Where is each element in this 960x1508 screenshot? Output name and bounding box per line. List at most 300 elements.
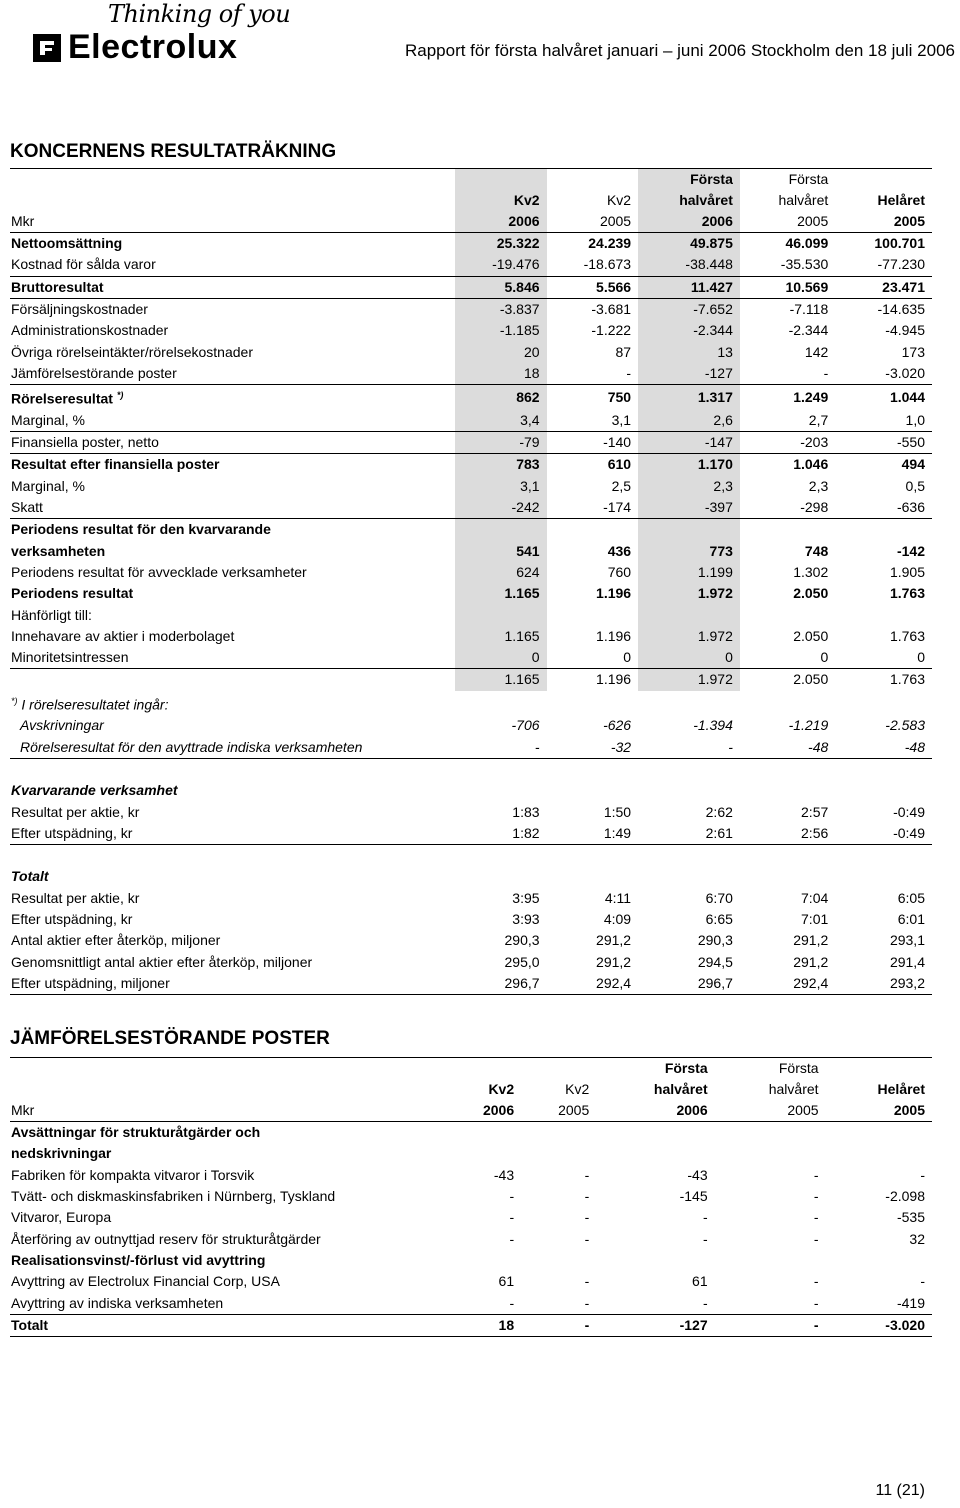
header-cell: [835, 169, 932, 191]
value-cell: 294,5: [697, 953, 733, 970]
row-label: [10, 562, 455, 583]
value-cell: [521, 1122, 596, 1144]
nonrecurring-items-title: JÄMFÖRELSESTÖRANDE POSTER: [10, 1028, 330, 1049]
value-cell: [740, 780, 835, 801]
row-label-text: Rörelseresultat: [11, 390, 113, 407]
value-cell: 2.050: [793, 671, 829, 688]
value-cell: [835, 519, 932, 541]
value-cell: -: [509, 1188, 515, 1205]
value-cell: 1.046: [740, 454, 835, 476]
row-label: [10, 497, 455, 519]
value-cell: [826, 1143, 932, 1164]
value-cell: 87: [615, 343, 632, 360]
table-row: [10, 973, 932, 995]
value-cell: [521, 1143, 596, 1164]
value-cell: [547, 758, 639, 780]
row-label-text: Bruttoresultat: [11, 278, 104, 295]
header-cell: 2005: [835, 211, 932, 233]
value-cell: 1.763: [889, 671, 925, 688]
value-cell: -1.185: [455, 320, 547, 341]
value-cell: -: [813, 1273, 819, 1290]
value-cell: 49.875: [638, 233, 740, 255]
value-cell: 6:65: [705, 911, 733, 928]
row-label-text: Periodens resultat för den kvarvarande: [11, 521, 271, 538]
value-cell: [826, 1122, 932, 1144]
value-cell: [455, 780, 547, 801]
electrolux-logo-icon: [33, 34, 61, 62]
value-cell: 1.763: [889, 585, 925, 602]
row-label: [10, 341, 455, 362]
value-cell: 296,7: [638, 973, 740, 995]
value-cell: 292,4: [740, 973, 835, 995]
header-cell: Första: [596, 1058, 714, 1080]
row-label-text: Totalt: [11, 868, 49, 885]
table-row: [10, 626, 932, 647]
row-label: [10, 1122, 446, 1144]
value-cell: [740, 519, 835, 541]
value-cell: -: [702, 1209, 708, 1226]
value-cell: -: [584, 1209, 590, 1226]
row-label: [10, 691, 455, 716]
value-cell: 1.165: [455, 583, 547, 604]
value-cell: [638, 758, 740, 780]
value-cell: 291,2: [793, 953, 829, 970]
row-label: [10, 801, 455, 822]
value-cell: -145: [679, 1188, 708, 1205]
value-cell: 11.427: [638, 276, 740, 298]
row-label: [10, 737, 455, 759]
value-cell: -: [509, 1209, 515, 1226]
value-cell: 7:04: [801, 889, 829, 906]
table-row: [10, 845, 932, 867]
value-cell: [446, 1122, 521, 1144]
value-cell: 3:93: [512, 911, 540, 928]
value-cell: -2.098: [885, 1188, 925, 1205]
value-cell: 6:70: [705, 889, 733, 906]
header-cell: [826, 1058, 932, 1080]
row-label: [10, 1250, 446, 1271]
row-label: [10, 715, 455, 736]
value-cell: [446, 1143, 521, 1164]
row-label-text: Efter utspädning, kr: [11, 911, 133, 928]
value-cell: 1,0: [905, 411, 925, 428]
value-cell: 2.050: [793, 627, 829, 644]
value-cell: [455, 866, 547, 887]
row-label: [10, 1271, 446, 1292]
footnote-marker: *): [11, 695, 18, 706]
value-cell: 2:56: [740, 823, 835, 845]
value-cell: -419: [826, 1292, 932, 1314]
header-cell: halvåret: [653, 1081, 708, 1097]
row-label-text: Resultat per aktie, kr: [11, 889, 140, 906]
row-label-text: Försäljningskostnader: [11, 301, 148, 318]
income-statement-table: [10, 168, 932, 995]
value-cell: 5.566: [547, 276, 639, 298]
table-row: [10, 363, 932, 385]
header-cell: 2006: [638, 211, 740, 233]
value-cell: [740, 604, 835, 625]
value-cell: [835, 604, 932, 625]
value-cell: 0: [835, 647, 932, 669]
header-cell: 2006: [446, 1100, 521, 1122]
value-cell: [596, 1250, 714, 1271]
value-cell: [740, 845, 835, 867]
value-cell: 2,3: [808, 477, 829, 494]
row-label-text: I rörelseresultatet ingår:: [21, 696, 169, 713]
table-row: [10, 1314, 932, 1336]
value-cell: -147: [638, 432, 740, 454]
header-cell: halvåret: [778, 192, 829, 208]
table-row: [10, 1271, 932, 1292]
value-cell: [835, 691, 932, 716]
table-row: [10, 1228, 932, 1249]
value-cell: 3,1: [455, 476, 547, 497]
value-cell: 25.322: [455, 233, 547, 255]
table-row: [10, 410, 932, 432]
table-row: [10, 341, 932, 362]
value-cell: -3.020: [826, 1314, 932, 1336]
header-cell: [521, 1058, 596, 1080]
row-label: [10, 930, 455, 951]
header-cell: Första: [715, 1058, 826, 1080]
value-cell: [715, 1250, 826, 1271]
value-cell: [638, 691, 740, 716]
table-row: [10, 320, 932, 341]
table-row: [10, 604, 932, 625]
row-label: [10, 320, 455, 341]
header-cell: [446, 1058, 521, 1080]
value-cell: [596, 1143, 714, 1164]
value-cell: 1.196: [596, 585, 632, 602]
value-cell: -: [638, 737, 740, 759]
header-cell: 2005: [521, 1100, 596, 1122]
value-cell: 291,2: [596, 953, 632, 970]
table-row: [10, 691, 932, 716]
value-cell: [547, 519, 639, 541]
header-cell: Mkr: [10, 1100, 446, 1122]
header-cell: Första: [638, 169, 740, 191]
header-cell: 2005: [547, 211, 639, 233]
value-cell: -19.476: [455, 254, 547, 276]
row-label-text: Finansiella poster, netto: [11, 434, 159, 451]
value-cell: -: [823, 364, 829, 381]
table-row: [10, 519, 932, 541]
nonrecurring-items-table: [10, 1057, 932, 1337]
row-label: [10, 1207, 446, 1228]
value-cell: 18: [446, 1314, 521, 1336]
row-label-text: Vitvaror, Europa: [11, 1209, 112, 1226]
row-label: [10, 1143, 446, 1164]
value-cell: 292,4: [547, 973, 639, 995]
value-cell: -32: [547, 737, 639, 759]
value-cell: [740, 758, 835, 780]
row-label-text: Avyttring av Electrolux Financial Corp, USA: [11, 1273, 280, 1290]
value-cell: 142: [804, 343, 829, 360]
value-cell: 3,1: [611, 411, 632, 428]
table-row: [10, 1143, 932, 1164]
table-row: [10, 669, 932, 691]
value-cell: -0:49: [835, 823, 932, 845]
row-label: [10, 604, 455, 625]
value-cell: 6:01: [897, 911, 925, 928]
value-cell: 1.165: [455, 669, 547, 691]
table-row: [10, 562, 932, 583]
value-cell: -7.652: [638, 298, 740, 320]
row-label-text: Resultat efter finansiella poster: [11, 456, 220, 473]
value-cell: 3,4: [455, 410, 547, 432]
table-row: [10, 823, 932, 845]
row-label-text: Realisationsvinst/-förlust vid avyttring: [11, 1251, 266, 1268]
value-cell: 862: [455, 385, 547, 410]
value-cell: [455, 845, 547, 867]
row-label-text: Fabriken för kompakta vitvaror i Torsvik: [11, 1166, 255, 1183]
table-row: [10, 254, 932, 276]
value-cell: 20: [455, 341, 547, 362]
row-label-text: Nettoomsättning: [11, 235, 123, 252]
value-cell: 32: [909, 1230, 925, 1247]
value-cell: 1:49: [547, 823, 639, 845]
value-cell: 1:83: [512, 803, 540, 820]
value-cell: 436: [607, 542, 632, 559]
value-cell: [455, 519, 547, 541]
value-cell: 290,3: [504, 932, 540, 949]
value-cell: 1:82: [455, 823, 547, 845]
table-row: [10, 276, 932, 298]
value-cell: -: [455, 737, 547, 759]
row-label-text: Antal aktier efter återköp, miljoner: [11, 932, 221, 949]
table-row: [10, 1250, 932, 1271]
value-cell: [638, 604, 740, 625]
value-cell: -397: [638, 497, 740, 519]
value-cell: [455, 604, 547, 625]
value-cell: 2:61: [638, 823, 740, 845]
row-label: [10, 647, 455, 669]
value-cell: -3.837: [455, 298, 547, 320]
value-cell: 2,6: [638, 410, 740, 432]
value-cell: -79: [455, 432, 547, 454]
table-row: [10, 952, 932, 973]
header-cell: Mkr: [10, 211, 455, 233]
value-cell: -1.222: [591, 322, 632, 339]
value-cell: -: [521, 1292, 596, 1314]
value-cell: -140: [547, 432, 639, 454]
value-cell: -35.530: [780, 256, 829, 273]
table-row: [10, 780, 932, 801]
row-label: [10, 385, 455, 410]
value-cell: -0:49: [893, 803, 925, 820]
table-row: [10, 1207, 932, 1228]
value-cell: -: [715, 1292, 826, 1314]
value-cell: -626: [603, 717, 632, 734]
value-cell: -7.118: [740, 298, 835, 320]
header-cell: Första: [740, 169, 835, 191]
header-cell: halvåret: [768, 1081, 819, 1097]
value-cell: 760: [607, 563, 632, 580]
value-cell: 1.972: [638, 583, 740, 604]
value-cell: [740, 691, 835, 716]
header-cell: [10, 169, 455, 191]
row-label-text: Innehavare av aktier i moderbolaget: [11, 627, 235, 644]
footnote-marker: *): [116, 390, 124, 401]
value-cell: -: [702, 1230, 708, 1247]
value-cell: [547, 845, 639, 867]
row-label-text: verksamheten: [11, 542, 106, 559]
table-row: [10, 1165, 932, 1186]
value-cell: -43: [493, 1166, 515, 1183]
value-cell: 1.196: [596, 627, 632, 644]
row-label-text: nedskrivningar: [11, 1145, 112, 1162]
value-cell: [835, 780, 932, 801]
value-cell: -3.681: [547, 298, 639, 320]
value-cell: 290,3: [697, 932, 733, 949]
value-cell: -1.219: [788, 717, 829, 734]
table-row: [10, 909, 932, 930]
value-cell: -43: [687, 1166, 708, 1183]
value-cell: 0: [547, 647, 639, 669]
value-cell: -: [715, 1314, 826, 1336]
value-cell: 291,2: [596, 932, 632, 949]
header-cell: Kv2: [455, 190, 547, 211]
value-cell: 494: [835, 454, 932, 476]
row-label-text: Tvätt- och diskmaskinsfabriken i Nürnberg, Tyskland: [11, 1188, 336, 1205]
value-cell: -: [813, 1230, 819, 1247]
row-label: [10, 888, 455, 909]
value-cell: -298: [800, 499, 829, 516]
value-cell: 7:01: [801, 911, 829, 928]
header-cell: [547, 169, 639, 191]
value-cell: 750: [547, 385, 639, 410]
value-cell: 46.099: [785, 235, 829, 252]
row-label-text: Avyttring av indiska verksamheten: [11, 1294, 224, 1311]
value-cell: [740, 866, 835, 887]
row-label-text: Minoritetsintressen: [11, 649, 129, 666]
row-label: [10, 476, 455, 497]
value-cell: 2.050: [793, 585, 829, 602]
value-cell: -: [596, 1292, 714, 1314]
row-label-text: Totalt: [11, 1316, 49, 1333]
value-cell: 13: [638, 341, 740, 362]
row-label-text: Övriga rörelseintäkter/rörelsekostnader: [11, 343, 253, 360]
value-cell: -: [626, 364, 632, 381]
value-cell: 2,3: [638, 476, 740, 497]
table-row: [10, 758, 932, 780]
value-cell: -: [920, 1166, 925, 1183]
value-cell: -: [584, 1230, 590, 1247]
row-label: [10, 233, 455, 255]
value-cell: 610: [547, 454, 639, 476]
value-cell: [638, 845, 740, 867]
value-cell: 293,1: [889, 932, 925, 949]
value-cell: 61: [692, 1273, 708, 1290]
header-cell: 2005: [826, 1100, 932, 1122]
row-label-text: Rörelseresultat för den avyttrade indiska verksamheten: [20, 738, 363, 755]
value-cell: -1.394: [693, 717, 733, 734]
row-label: [10, 454, 455, 476]
value-cell: -4.945: [885, 322, 925, 339]
value-cell: 173: [901, 343, 925, 360]
table-row: [10, 930, 932, 951]
value-cell: 624: [455, 562, 547, 583]
header-cell: Kv2: [565, 1081, 590, 1097]
value-cell: 1.972: [638, 626, 740, 647]
row-label-text: Marginal, %: [11, 477, 85, 494]
value-cell: 1.302: [793, 563, 829, 580]
value-cell: -77.230: [877, 256, 925, 273]
row-label: [10, 254, 455, 276]
value-cell: -: [584, 1188, 590, 1205]
row-label: [10, 1186, 446, 1207]
value-cell: 2,5: [611, 477, 632, 494]
value-cell: 18: [455, 363, 547, 385]
value-cell: -: [584, 1166, 590, 1183]
header-cell: [455, 169, 547, 191]
value-cell: 291,2: [793, 932, 829, 949]
value-cell: 1:50: [603, 803, 632, 820]
value-cell: [446, 1250, 521, 1271]
value-cell: 100.701: [874, 235, 925, 252]
row-label: [10, 845, 455, 867]
value-cell: 23.471: [835, 276, 932, 298]
row-label: [10, 823, 455, 845]
table-row: [10, 454, 932, 476]
table-row: [10, 715, 932, 736]
table-row: [10, 1292, 932, 1314]
row-label: [10, 583, 455, 604]
value-cell: -14.635: [835, 298, 932, 320]
table-row: [10, 647, 932, 669]
row-label-text: Avskrivningar: [20, 717, 104, 734]
value-cell: 10.569: [740, 276, 835, 298]
row-label: [10, 410, 455, 432]
header-cell: 2006: [596, 1100, 714, 1122]
value-cell: 1.905: [889, 563, 925, 580]
header-cell: 2005: [715, 1100, 826, 1122]
header-cell: 2006: [455, 211, 547, 233]
row-label: [10, 866, 455, 887]
value-cell: 4:09: [603, 911, 632, 928]
value-cell: 1.165: [455, 626, 547, 647]
row-label-text: Skatt: [11, 499, 43, 516]
row-label-text: Kvarvarande verksamhet: [11, 782, 178, 799]
value-cell: [455, 758, 547, 780]
value-cell: -: [509, 1230, 515, 1247]
value-cell: -636: [896, 499, 925, 516]
row-label-text: Jämförelsestörande poster: [11, 364, 177, 381]
value-cell: -127: [638, 363, 740, 385]
value-cell: -203: [740, 432, 835, 454]
value-cell: -174: [603, 499, 632, 516]
value-cell: 1.763: [889, 627, 925, 644]
table-row: [10, 583, 932, 604]
value-cell: 291,4: [889, 953, 925, 970]
value-cell: [547, 780, 639, 801]
value-cell: -: [813, 1209, 819, 1226]
header-cell: Kv2: [488, 1081, 515, 1097]
value-cell: -48: [835, 737, 932, 759]
value-cell: 1.044: [835, 385, 932, 410]
row-label: [10, 758, 455, 780]
row-label: [10, 541, 455, 562]
value-cell: -: [813, 1166, 819, 1183]
value-cell: 1.972: [638, 669, 740, 691]
value-cell: -3.020: [885, 364, 925, 381]
value-cell: [547, 604, 639, 625]
row-label: [10, 363, 455, 385]
value-cell: -2.583: [885, 717, 925, 734]
value-cell: 61: [498, 1273, 515, 1290]
value-cell: -38.448: [638, 254, 740, 276]
value-cell: 6:05: [897, 889, 925, 906]
